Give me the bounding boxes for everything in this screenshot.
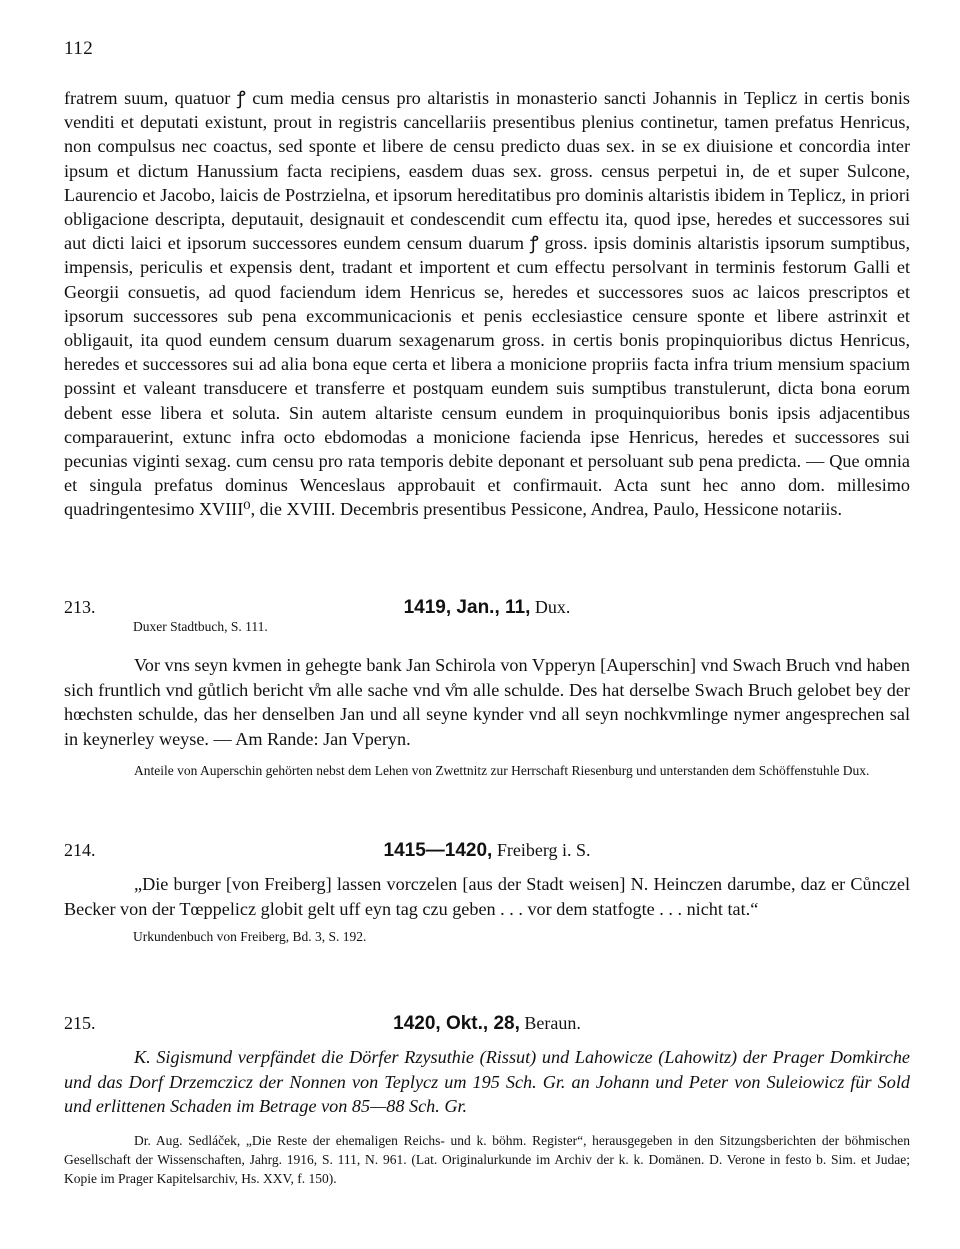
entry-header (64, 1013, 910, 1043)
entry-215 (64, 1013, 910, 1188)
entry-number: 213. (64, 597, 96, 617)
page-number: 112 (64, 38, 94, 59)
entry-note: Anteile von Auperschin gehörten nebst dem Lehen von Zwettnitz zur Herrschaft Riesenburg und unterstanden dem Schöffenstuhle Dux. (134, 763, 870, 778)
entry-214 (64, 840, 910, 945)
entry-source: Urkundenbuch von Freiberg, Bd. 3, S. 192. (133, 929, 367, 944)
entry-header (64, 597, 910, 637)
entry-number: 214. (64, 840, 96, 860)
entry-source: Duxer Stadtbuch, S. 111. (133, 619, 268, 634)
entry-body: „Die burger [von Freiberg] lassen vorczelen [aus der Stadt weisen] N. Heinczen darumbe, daz er Cůnczel Becker von der Tœppelicz globit gelt uff eyn tag czu geben . . . vor dem statfogte . . . nicht tat.“ (64, 874, 910, 919)
entry-date: 1415—1420, (383, 840, 493, 861)
entry-date-place (64, 597, 910, 619)
entry-213 (64, 597, 910, 780)
entry-note: Dr. Aug. Sedláček, „Die Reste der ehemaligen Reichs- und k. böhm. Register“, herausgegeben in den Sitzungsberichten der böhmischen Gesellschaft der Wissenschaften, Jahrg. 1916, S. 111, N. 961. (Lat. Originalurkunde im Archiv der k. k. Domänen. D. Verone in festo b. Sim. et Judae; Kopie im Prager Kapitelsarchiv, Hs. XXV, f. 150). (64, 1132, 910, 1186)
main-text-paragraph: fratrem suum, quatuor ꝭ cum media census pro altaristis in monasterio sancti Johannis in Teplicz in certis bonis venditi et deputati existunt, prout in registris cancellariis presentibus plenius continetur, tamen prefatus Henricus, non compulsus nec coactus, sed sponte et libere de censu predicto duas sex. in se ex diuisione et concordia inter ipsum et dictum Hanussium facta recipiens, easdem duas sex. gross. census perpetui in, de et super Sulcone, Laurencio et Jacobo, laicis de Postrzielna, et ipsorum hereditatibus pro dominis altaristis ibidem in Teplicz, in priori obligacione descripta, deputauit, designauit et condescendit cum effectu ita, quod ipse, heredes et successores sui aut dicti laici et ipsorum successores eundem censum duarum ꝭ gross. ipsis dominis altaristis ipsorum sumptibus, impensis, periculis et expensis dent, tradant et importent et cum effectu persolvant in terminis festorum Galli et Georgii consuetis, ad quod faciendum idem Henricus se, heredes et successores suos ac laicos prescriptos et ipsorum successores sub pena excommunicacionis et penis ecclesiastice censure sponte et libere astrinxit et obligauit, ita quod eundem censum duarum sexagenarum gross. in certis bonis propinquioribus dictus Henricus, heredes et successores sui ad alia bona eque certa et libera a monicione propriis facta infra trium mensium spacium possint et valeant transducere et transferre et postquam eundem suis sumptibus transtulerunt, dicta bona eorum debent esse libera et soluta. Sin autem altariste censum eundem in proquinquioribus bonis ipsis adjacentibus comparauerint, extunc infra octo ebdomodas a monicione facienda ipse Henricus, heredes et successores sui pecunias viginti sexag. cum censu pro rata temporis debite deponant et persoluant sub pena predicta. — Que omnia et singula prefatus dominus Wenceslaus approbauit et confirmauit. Acta sunt hec anno dom. millesimo quadringentesimo XVIII⁰, die XVIII. Decembris presentibus Pessicone, Andrea, Paulo, Hessicone notariis. (64, 88, 910, 520)
entry-place: Dux. (534, 597, 571, 617)
entry-header (64, 840, 910, 870)
entry-body: Vor vns seyn kvmen in gehegte bank Jan Schirola von Vpperyn [Auperschin] vnd Swach Bruch vnd haben sich fruntlich vnd gůtlich bericht v̊m alle sache vnd v̊m alle schulde. Des hat derselbe Swach Bruch gelobet bey der hœchsten schulde, das her denselben Jan und all seyne kynder vnd all seyn nochkvmlinge nymer angesprechen sal in keynerley weyse. — Am Rande: Jan Vperyn. (64, 655, 910, 749)
entry-date-place (64, 840, 910, 862)
entry-date: 1419, Jan., 11, (403, 597, 531, 618)
entry-regest: K. Sigismund verpfändet die Dörfer Rzysuthie (Rissut) und Lahowicze (Lahowitz) der Prager Domkirche und das Dorf Drzemczicz der Nonnen von Teplycz um 195 Sch. Gr. an Johann und Peter von Suleiowicz für Sold und erlittenen Schaden im Betrage von 85—88 Sch. Gr. (64, 1047, 910, 1116)
entry-place: Beraun. (524, 1013, 581, 1033)
entry-place: Freiberg i. S. (496, 840, 591, 860)
entry-number: 215. (64, 1013, 96, 1033)
entry-date: 1420, Okt., 28, (393, 1013, 520, 1034)
entry-date-place (64, 1013, 910, 1035)
